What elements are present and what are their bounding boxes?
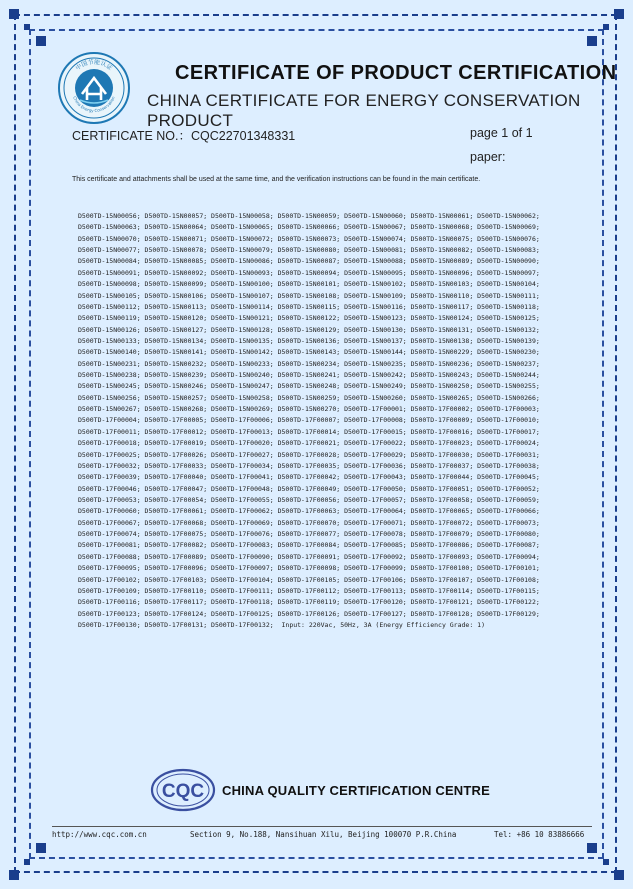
model-list-line: D500TD-15N00091; D500TD-15N00092; D500TD-15N00093; D500TD-15N00094; D500TD-15N00095; D500TD-15N00096; D500TD-15N00097; [78, 268, 540, 277]
model-list-line: D500TD-17F00039; D500TD-17F00040; D500TD-17F00041; D500TD-17F00042; D500TD-17F00043; D500TD-17F00044; D500TD-17F00045; [78, 473, 540, 482]
model-list-line: D500TD-15N00238; D500TD-15N00239; D500TD-15N00240; D500TD-15N00241; D500TD-15N00242; D500TD-15N00243; D500TD-15N00244; [78, 371, 540, 380]
footer-telephone: Tel: +86 10 83886666 [494, 830, 585, 839]
cqc-logo-text: CQC [161, 781, 205, 802]
footer-address: Section 9, No.188, Nansihuan Xilu, Beijing 100070 P.R.China [190, 830, 457, 839]
page-indicator: page 1 of 1 [470, 126, 533, 140]
corner-ornament-bottom-left [9, 870, 19, 880]
corner-ornament-bottom-left-small [24, 859, 30, 865]
corner-ornament-top-left [9, 9, 19, 19]
corner-ornament-top-left-small [24, 24, 30, 30]
energy-conservation-logo [58, 52, 130, 124]
cqc-logo-icon [150, 768, 216, 812]
model-list-line: D500TD-17F00116; D500TD-17F00117; D500TD-17F00118; D500TD-17F00119; D500TD-17F00120; D500TD-17F00121; D500TD-17F00122; [78, 598, 540, 607]
corner-ornament-top-right-small [603, 24, 609, 30]
model-list-line: D500TD-17F00109; D500TD-17F00110; D500TD-17F00111; D500TD-17F00112; D500TD-17F00113; D500TD-17F00114; D500TD-17F00115; [78, 586, 540, 595]
model-list-line: D500TD-15N00140; D500TD-15N00141; D500TD-15N00142; D500TD-15N00143; D500TD-15N00144; D500TD-15N00229; D500TD-15N00230; [78, 348, 540, 357]
model-list-line: D500TD-17F00102; D500TD-17F00103; D500TD-17F00104; D500TD-17F00105; D500TD-17F00106; D500TD-17F00107; D500TD-17F00108; [78, 575, 540, 584]
corner-ornament-bottom-left-inner [36, 843, 46, 853]
model-list-line: D500TD-15N00256; D500TD-15N00257; D500TD-15N00258; D500TD-15N00259; D500TD-15N00260; D500TD-15N00265; D500TD-15N00266; [78, 393, 540, 402]
model-list-line: D500TD-17F00088; D500TD-17F00089; D500TD-17F00090; D500TD-17F00091; D500TD-17F00092; D500TD-17F00093; D500TD-17F00094; [78, 552, 540, 561]
model-list-line: D500TD-15N00267; D500TD-15N00268; D500TD-15N00269; D500TD-15N00270; D500TD-17F00001; D500TD-17F00002; D500TD-17F00003; [78, 405, 540, 414]
cqc-logo [150, 768, 216, 812]
model-list-line: D500TD-17F00074; D500TD-17F00075; D500TD-17F00076; D500TD-17F00077; D500TD-17F00078; D500TD-17F00079; D500TD-17F00080; [78, 530, 540, 539]
model-list-line: D500TD-17F00025; D500TD-17F00026; D500TD-17F00027; D500TD-17F00028; D500TD-17F00029; D500TD-17F00030; D500TD-17F00031; [78, 450, 540, 459]
model-list-line: D500TD-15N00112; D500TD-15N00113; D500TD-15N00114; D500TD-15N00115; D500TD-15N00116; D500TD-15N00117; D500TD-15N00118; [78, 302, 540, 311]
corner-ornament-top-left-inner [36, 36, 46, 46]
corner-ornament-top-right [614, 9, 624, 19]
model-list-line: D500TD-17F00004; D500TD-17F00005; D500TD-17F00006; D500TD-17F00007; D500TD-17F00008; D500TD-17F00009; D500TD-17F00010; [78, 416, 540, 425]
issuer-name: CHINA QUALITY CERTIFICATION CENTRE [222, 783, 490, 798]
model-list-line: D500TD-15N00231; D500TD-15N00232; D500TD-15N00233; D500TD-15N00234; D500TD-15N00235; D500TD-15N00236; D500TD-15N00237; [78, 359, 540, 368]
model-list-line: D500TD-17F00081; D500TD-17F00082; D500TD-17F00083; D500TD-17F00084; D500TD-17F00085; D500TD-17F00086; D500TD-17F00087; [78, 541, 540, 550]
model-list-line: D500TD-15N00063; D500TD-15N00064; D500TD-15N00065; D500TD-15N00066; D500TD-15N00067; D500TD-15N00068; D500TD-15N00069; [78, 223, 540, 232]
model-list-line: D500TD-17F00032; D500TD-17F00033; D500TD-17F00034; D500TD-17F00035; D500TD-17F00036; D500TD-17F00037; D500TD-17F00038; [78, 461, 540, 470]
model-list-line: D500TD-15N00105; D500TD-15N00106; D500TD-15N00107; D500TD-15N00108; D500TD-15N00109; D500TD-15N00110; D500TD-15N00111; [78, 291, 540, 300]
energy-conservation-logo-icon [60, 54, 128, 122]
model-list-line: D500TD-15N00077; D500TD-15N00078; D500TD-15N00079; D500TD-15N00080; D500TD-15N00081; D500TD-15N00082; D500TD-15N00083; [78, 246, 540, 255]
model-list-line: D500TD-17F00018; D500TD-17F00019; D500TD-17F00020; D500TD-17F00021; D500TD-17F00022; D500TD-17F00023; D500TD-17F00024; [78, 439, 540, 448]
corner-ornament-top-right-inner [587, 36, 597, 46]
model-list-line: D500TD-17F00130; D500TD-17F00131; D500TD-17F00132; Input: 220Vac, 50Hz, 3A (Energy Efficiency Grade: 1) [78, 620, 485, 629]
model-list-line: D500TD-15N00119; D500TD-15N00120; D500TD-15N00121; D500TD-15N00122; D500TD-15N00123; D500TD-15N00124; D500TD-15N00125; [78, 314, 540, 323]
footer-divider [52, 826, 592, 827]
corner-ornament-bottom-right [614, 870, 624, 880]
attachment-statement: This certificate and attachments shall be used at the same time, and the verification instructions can be found in the main certificate. [72, 176, 481, 183]
model-list-line: D500TD-15N00070; D500TD-15N00071; D500TD-15N00072; D500TD-15N00073; D500TD-15N00074; D500TD-15N00075; D500TD-15N00076; [78, 234, 540, 243]
certificate-subtitle: CHINA CERTIFICATE FOR ENERGY CONSERVATION PRODUCT [147, 91, 581, 130]
certificate-title: CERTIFICATE OF PRODUCT CERTIFICATION [175, 62, 617, 84]
model-list-line: D500TD-17F00046; D500TD-17F00047; D500TD-17F00048; D500TD-17F00049; D500TD-17F00050; D500TD-17F00051; D500TD-17F00052; [78, 484, 540, 493]
model-list-line: D500TD-15N00133; D500TD-15N00134; D500TD-15N00135; D500TD-15N00136; D500TD-15N00137; D500TD-15N00138; D500TD-15N00139; [78, 336, 540, 345]
corner-ornament-bottom-right-inner [587, 843, 597, 853]
footer-website: http://www.cqc.com.cn [52, 830, 147, 839]
logo-ring-text: 中国节能认证 [74, 58, 114, 72]
model-list-line: D500TD-17F00095; D500TD-17F00096; D500TD-17F00097; D500TD-17F00098; D500TD-17F00099; D500TD-17F00100; D500TD-17F00101; [78, 564, 540, 573]
model-list-line: D500TD-17F00067; D500TD-17F00068; D500TD-17F00069; D500TD-17F00070; D500TD-17F00071; D500TD-17F00072; D500TD-17F00073; [78, 518, 540, 527]
model-list [78, 211, 598, 631]
model-list-line: D500TD-15N00084; D500TD-15N00085; D500TD-15N00086; D500TD-15N00087; D500TD-15N00088; D500TD-15N00089; D500TD-15N00090; [78, 257, 540, 266]
model-list-line: D500TD-15N00098; D500TD-15N00099; D500TD-15N00100; D500TD-15N00101; D500TD-15N00102; D500TD-15N00103; D500TD-15N00104; [78, 280, 540, 289]
model-list-line: D500TD-15N00126; D500TD-15N00127; D500TD-15N00128; D500TD-15N00129; D500TD-15N00130; D500TD-15N00131; D500TD-15N00132; [78, 325, 540, 334]
model-list-line: D500TD-17F00011; D500TD-17F00012; D500TD-17F00013; D500TD-17F00014; D500TD-17F00015; D500TD-17F00016; D500TD-17F00017; [78, 427, 540, 436]
certificate-number: CERTIFICATE NO.：CQC22701348331 [72, 129, 296, 143]
model-list-line: D500TD-17F00123; D500TD-17F00124; D500TD-17F00125; D500TD-17F00126; D500TD-17F00127; D500TD-17F00128; D500TD-17F00129; [78, 609, 540, 618]
model-list-line: D500TD-15N00056; D500TD-15N00057; D500TD-15N00058; D500TD-15N00059; D500TD-15N00060; D500TD-15N00061; D500TD-15N00062; [78, 212, 540, 220]
logo-ring-text-en: China Energy Conservation [72, 95, 116, 114]
model-list-line: D500TD-15N00245; D500TD-15N00246; D500TD-15N00247; D500TD-15N00248; D500TD-15N00249; D500TD-15N00250; D500TD-15N00255; [78, 382, 540, 391]
paper-label: paper: [470, 150, 506, 164]
model-list-line: D500TD-17F00053; D500TD-17F00054; D500TD-17F00055; D500TD-17F00056; D500TD-17F00057; D500TD-17F00058; D500TD-17F00059; [78, 495, 540, 504]
corner-ornament-bottom-right-small [603, 859, 609, 865]
model-list-line: D500TD-17F00060; D500TD-17F00061; D500TD-17F00062; D500TD-17F00063; D500TD-17F00064; D500TD-17F00065; D500TD-17F00066; [78, 507, 540, 516]
